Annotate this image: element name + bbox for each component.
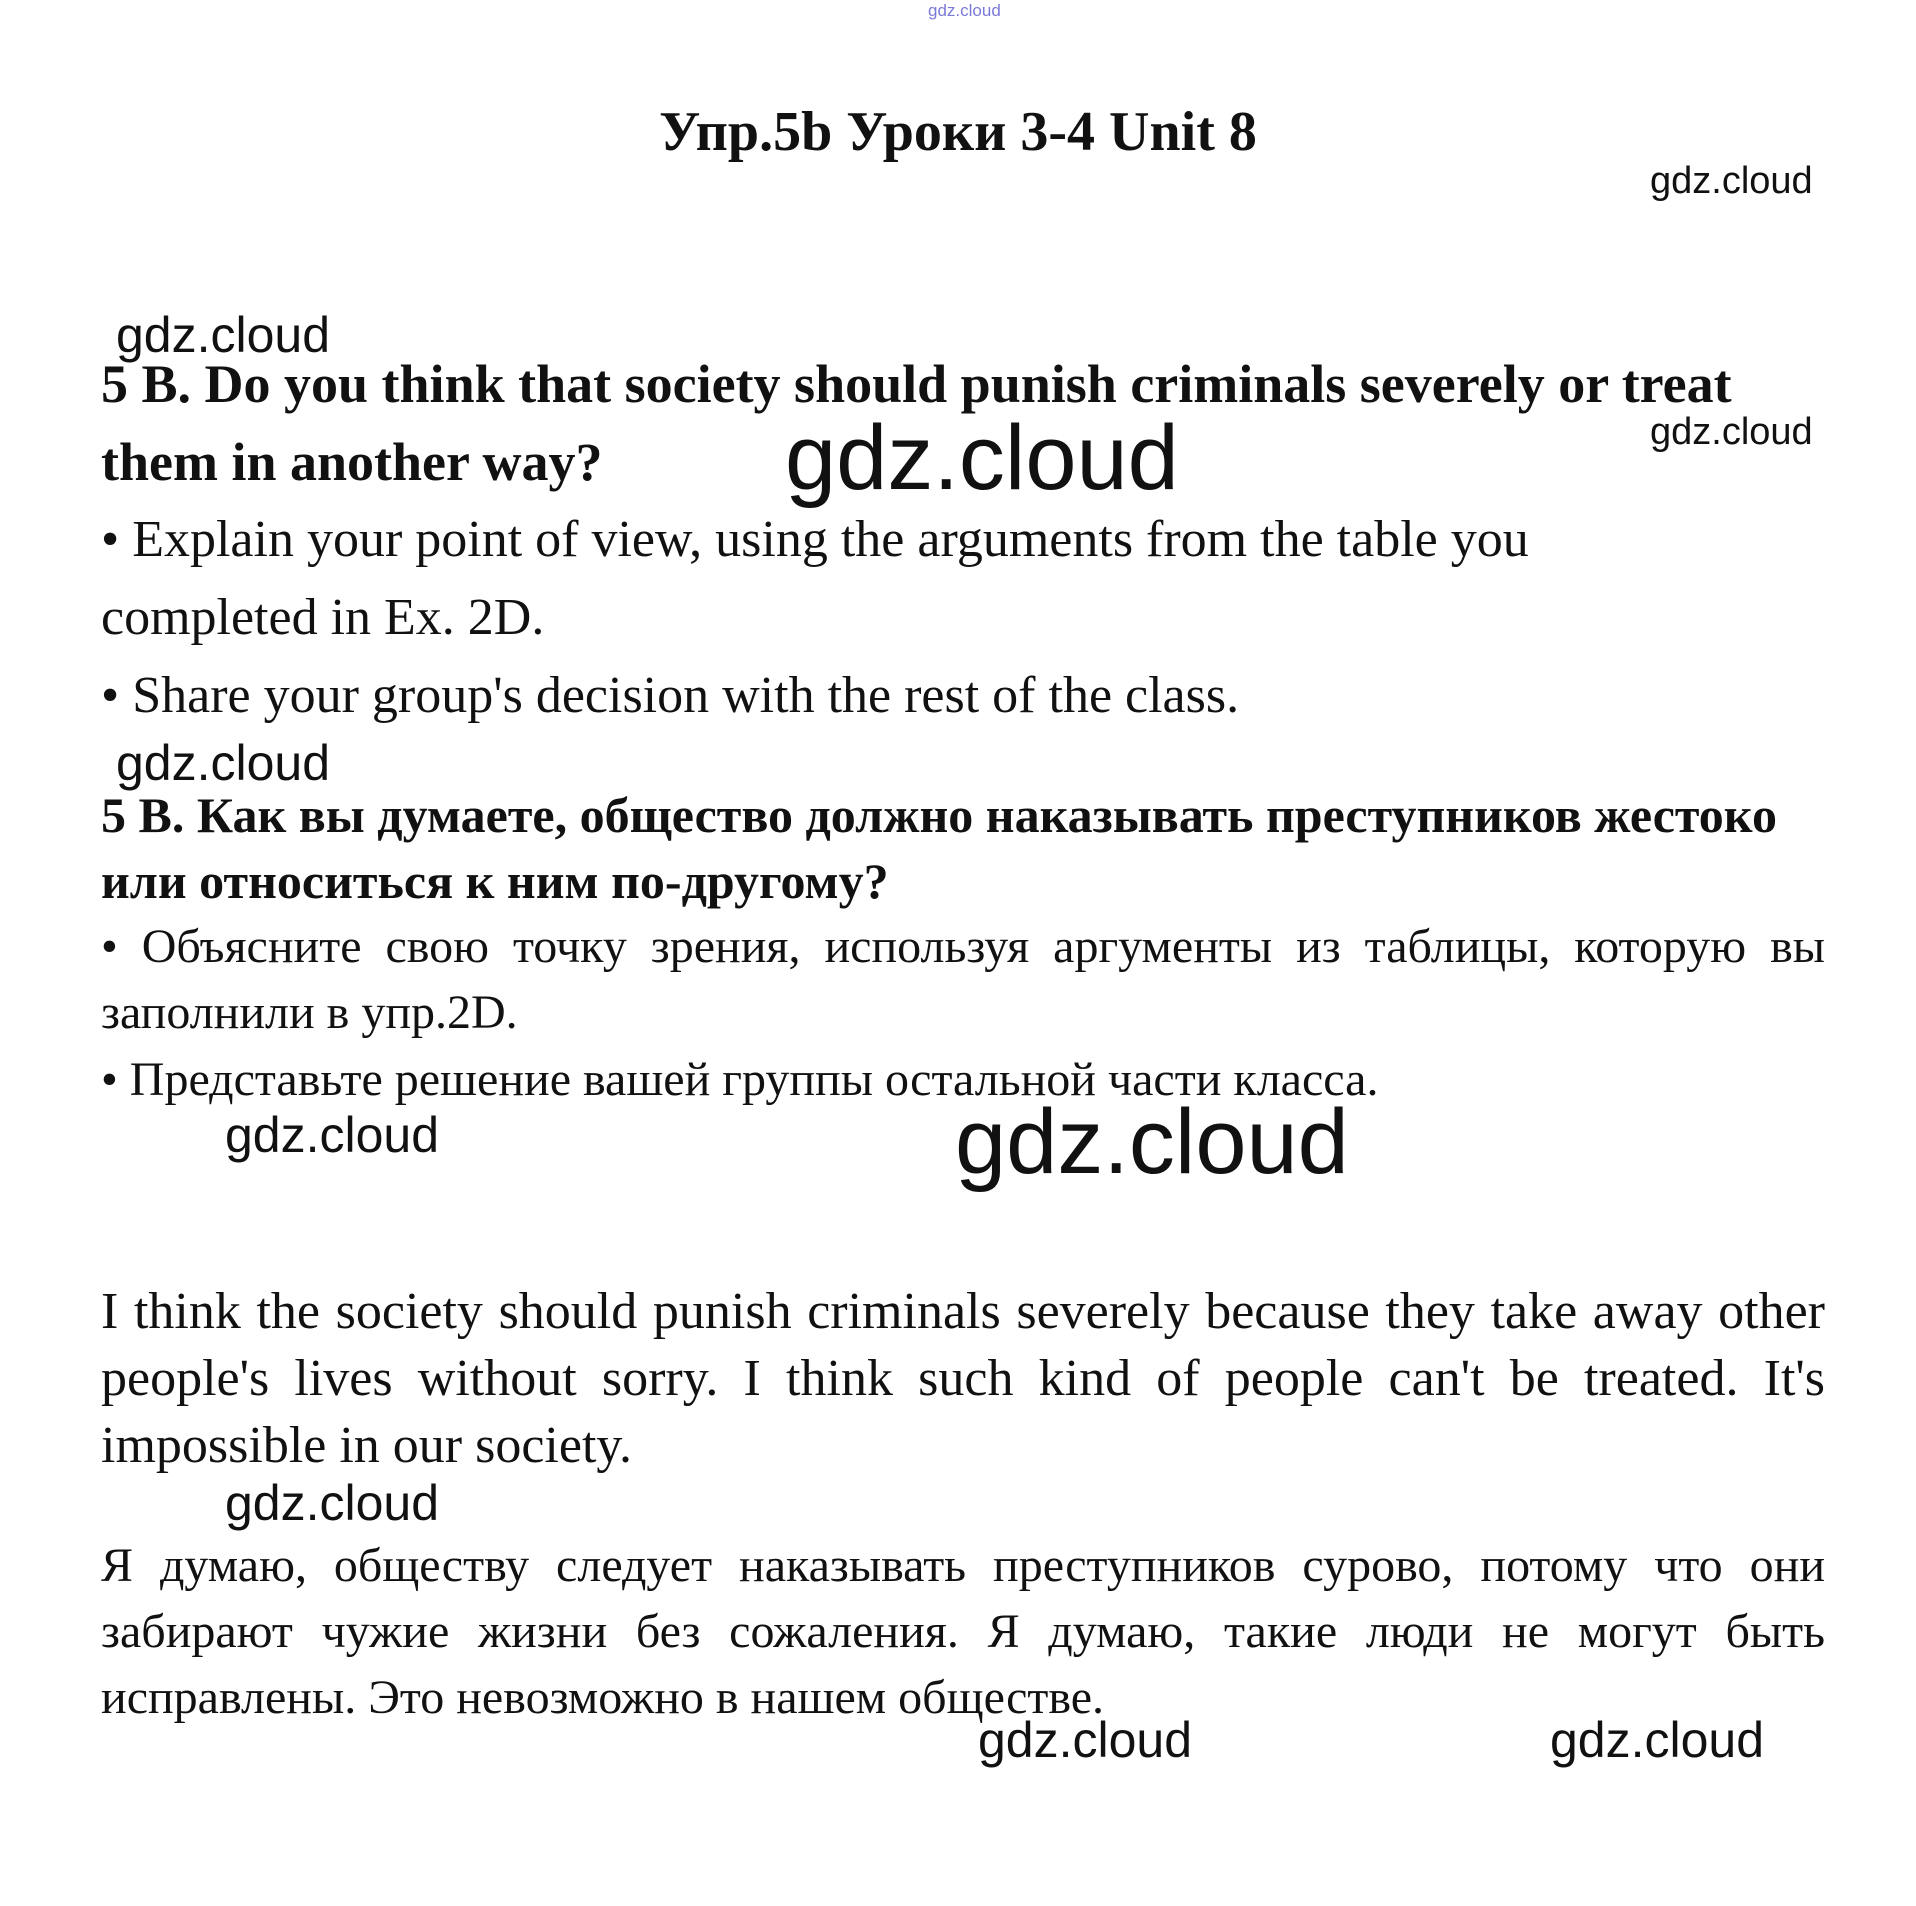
watermark-large-2: gdz.cloud <box>955 1091 1349 1193</box>
task-ru-heading: 5 В. Как вы думаете, общество должно наказывать преступников жестоко или относиться к ним по-другому? <box>101 787 1777 909</box>
task-en <box>101 345 1825 735</box>
watermark-bottom-right: gdz.cloud <box>1550 1712 1765 1768</box>
watermark-top-right: gdz.cloud <box>1650 160 1813 202</box>
watermark-left-2: gdz.cloud <box>116 735 331 791</box>
task-ru-bullet-1: • Объясните свою точку зрения, используя аргументы из таблицы, которую вы заполнили в упр.2D. <box>101 920 1825 1039</box>
watermark-left-3: gdz.cloud <box>225 1107 440 1163</box>
task-ru <box>101 782 1825 1114</box>
watermark-right-2: gdz.cloud <box>1650 411 1813 453</box>
page-title: Упр.5b Уроки 3-4 Unit 8 <box>659 101 1257 163</box>
task-en-bullet-1: • Explain your point of view, using the arguments from the table you completed in Ex. 2D. <box>101 511 1529 646</box>
watermark-left-1: gdz.cloud <box>116 307 331 363</box>
watermark-bottom-center: gdz.cloud <box>978 1712 1193 1768</box>
answer-en: I think the society should punish criminals severely because they take away other people's lives without sorry. I think such kind of people can't be treated. It's impossible in our society. <box>101 1283 1825 1474</box>
task-ru-bullet-2: • Представьте решение вашей группы остальной части класса. <box>101 1053 1379 1106</box>
task-en-heading: 5 B. Do you think that society should punish criminals severely or treat them in another way? <box>101 354 1732 492</box>
watermark-left-4: gdz.cloud <box>225 1475 440 1531</box>
task-en-bullet-2: • Share your group's decision with the rest of the class. <box>101 667 1240 724</box>
answer-ru: Я думаю, обществу следует наказывать преступников сурово, потому что они забирают чужие жизни без сожаления. Я думаю, такие люди не могут быть исправлены. Это невозможно в нашем обществе. <box>101 1539 1825 1724</box>
watermark-large-1: gdz.cloud <box>785 407 1179 509</box>
watermark-tiny: gdz.cloud <box>928 1 1001 20</box>
